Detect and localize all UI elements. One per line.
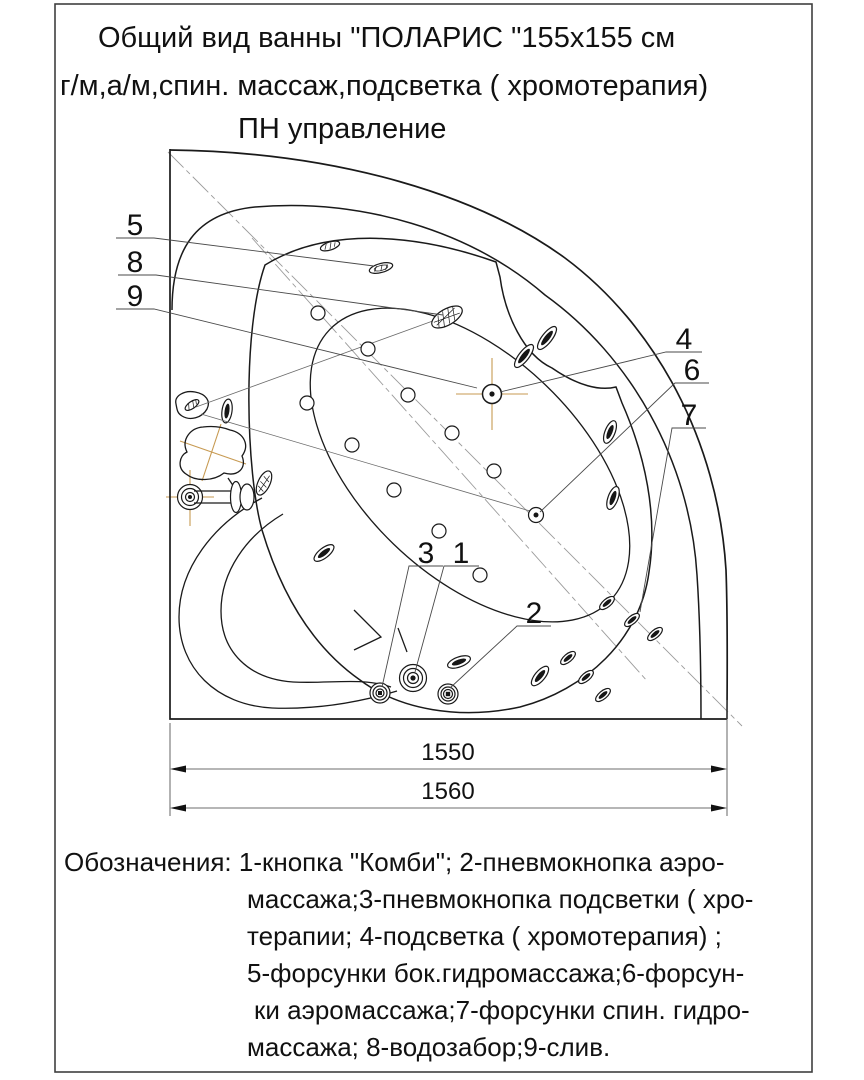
dim-value-outer: 1560 xyxy=(421,778,475,805)
leader-8 xyxy=(118,275,443,315)
chromotherapy-light-icon xyxy=(483,385,502,404)
dimension-1560 xyxy=(170,778,727,812)
aero-button xyxy=(438,684,458,704)
intake-grate-icon xyxy=(183,398,200,413)
side-jet-icon xyxy=(253,469,275,498)
left-fixtures xyxy=(176,392,254,513)
title-line-3: ПН управление xyxy=(238,113,447,145)
legend-line-5: ки аэромассажа;7-форсунки спин. гидро- xyxy=(254,995,750,1025)
backlight-button xyxy=(370,683,390,703)
water-intake-icon xyxy=(428,302,465,333)
title-line-2: г/м,а/м,спин. массаж,подсветка ( хромотерапия) xyxy=(60,70,709,102)
title-block xyxy=(60,22,708,145)
dimensions xyxy=(170,700,727,816)
callout-4: 4 xyxy=(675,323,693,356)
callout-1: 1 xyxy=(452,537,470,570)
legend-block xyxy=(64,847,753,1062)
callout-9: 9 xyxy=(126,280,144,313)
seat-inner-edge xyxy=(221,514,391,687)
legend-line-1: Обозначения: 1-кнопка "Комби"; 2-пневмокнопка аэро- xyxy=(64,847,725,877)
callout-5: 5 xyxy=(126,209,144,242)
callout-6: 6 xyxy=(683,354,701,387)
hydro-jets xyxy=(253,239,466,497)
drain-assembly xyxy=(178,482,255,513)
seat-outer-edge xyxy=(179,498,397,708)
dim-value-inner: 1550 xyxy=(421,739,475,766)
combi-button xyxy=(400,665,427,692)
dimension-1550 xyxy=(170,739,727,773)
callout-8: 8 xyxy=(126,246,144,279)
side-jet-vertical-icon xyxy=(220,398,233,423)
control-buttons xyxy=(370,665,458,705)
title-line-1: Общий вид ванны "ПОЛАРИС "155х155 см xyxy=(98,22,676,54)
callout-3: 3 xyxy=(417,537,435,570)
callouts xyxy=(116,209,709,688)
leader-7 xyxy=(640,428,706,612)
callout-2: 2 xyxy=(525,597,543,630)
callout-7: 7 xyxy=(680,399,698,432)
side-jet-icon xyxy=(368,261,394,276)
basin-tip-line xyxy=(398,628,407,652)
legend-line-6: массажа; 8-водозабор;9-слив. xyxy=(247,1032,611,1062)
legend-line-3: терапии; 4-подсветка ( хромотерапия) ; xyxy=(247,921,722,951)
seat-notch xyxy=(354,610,381,650)
edge-jets xyxy=(311,324,664,704)
legend-line-2: массажа;3-пневмокнопка подсветки ( хро- xyxy=(247,884,754,914)
aero-jet-callout-target xyxy=(529,508,544,523)
drain-plate-2 xyxy=(240,484,254,510)
legend-line-4: 5-форсунки бок.гидромассажа;6-форсун- xyxy=(247,958,745,988)
